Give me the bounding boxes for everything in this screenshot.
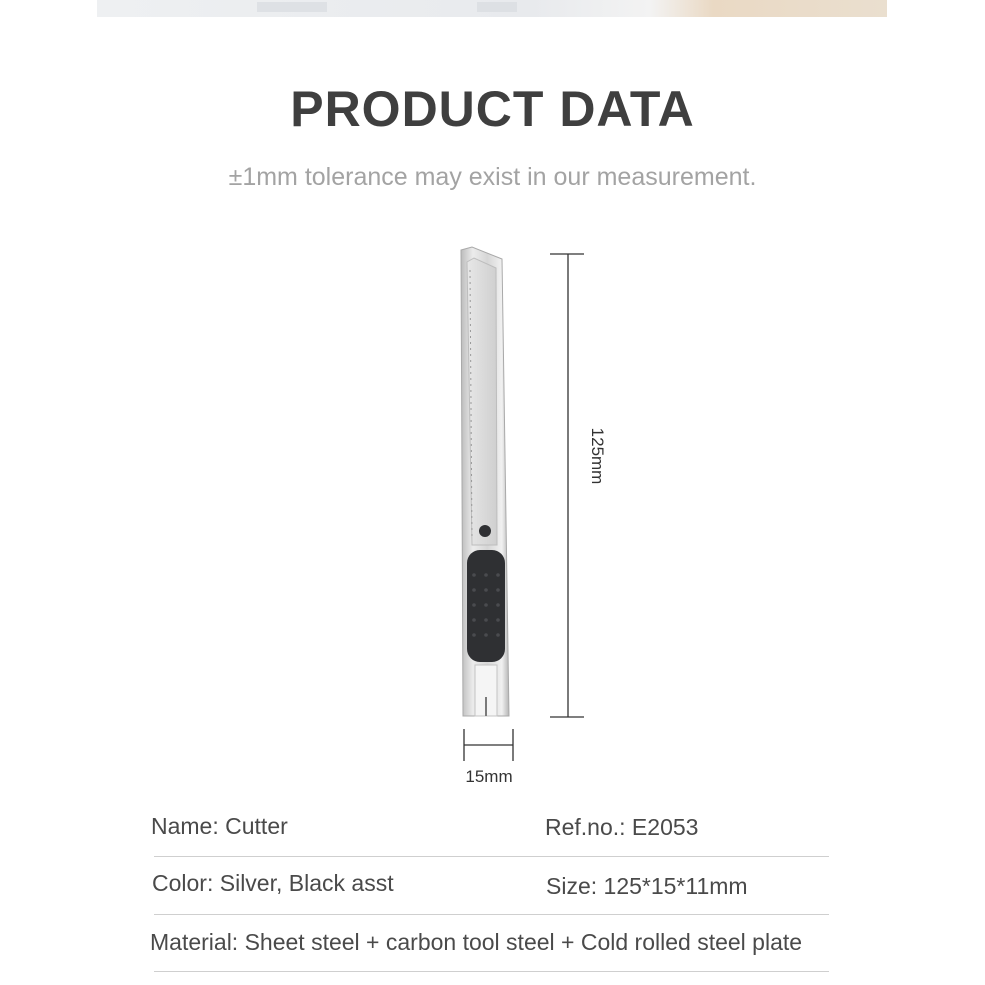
spec-size: Size: 125*15*11mm [546,873,748,899]
spec-ref-no: Ref.no.: E2053 [545,814,699,840]
spec-divider [154,914,829,915]
spec-divider [154,856,829,857]
spec-name: Name: Cutter [151,813,288,839]
page-title: PRODUCT DATA [290,81,695,137]
spec-divider [154,971,829,972]
length-dimension-label: 125mm [588,427,607,485]
spec-color: Color: Silver, Black asst [152,870,394,896]
tolerance-note: ±1mm tolerance may exist in our measurement. [228,163,757,191]
width-dimension-label: 15mm [465,767,513,786]
spec-material: Material: Sheet steel + carbon tool steel + Cold rolled steel plate [150,929,803,955]
